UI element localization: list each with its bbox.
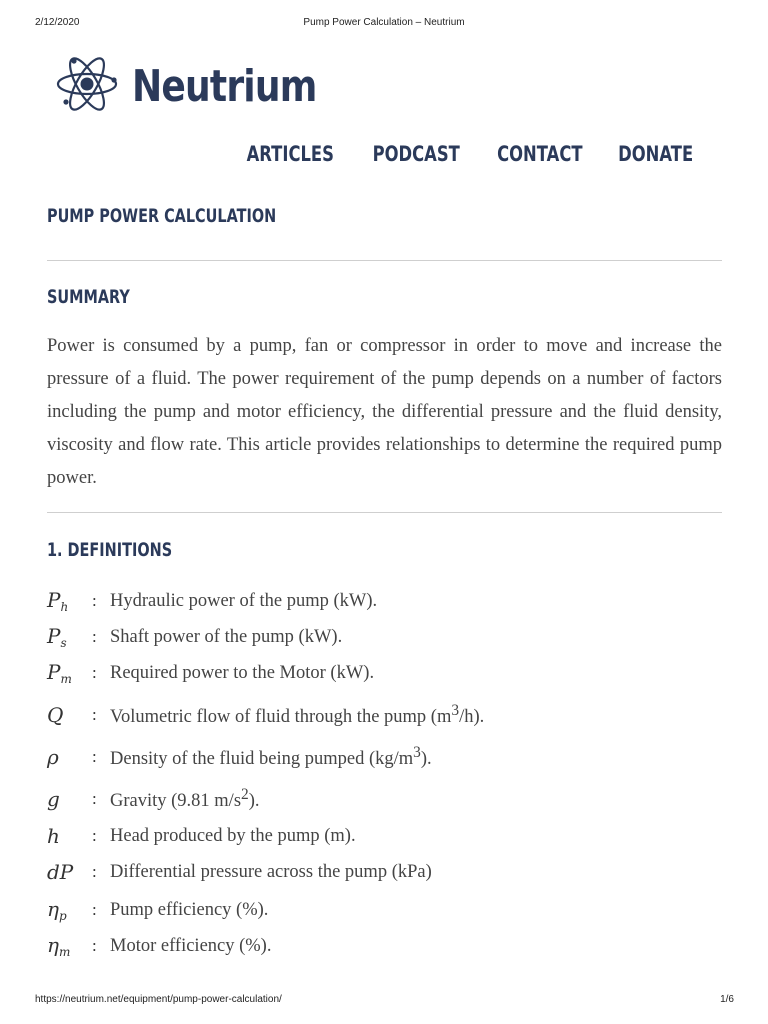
- definition-text: Differential pressure across the pump (kPa): [110, 861, 432, 882]
- nav-podcast[interactable]: PODCAST: [372, 142, 460, 166]
- atom-icon: [56, 53, 118, 120]
- print-title: Pump Power Calculation – Neutrium: [303, 17, 465, 28]
- definition-item: g : Gravity (9.81 $m/s^2$).: [47, 785, 260, 812]
- definition-text: Motor efficiency (%).: [110, 935, 272, 956]
- definition-item: dP : Differential pressure across the pump (kPa): [47, 860, 432, 884]
- summary-heading: SUMMARY: [47, 286, 130, 308]
- definition-text: Pump efficiency (%).: [110, 899, 269, 920]
- definition-item: $P_s$ : Shaft power of the pump (kW).: [47, 624, 343, 650]
- definition-symbol: $P_h$: [47, 588, 69, 614]
- definition-text: Hydraulic power of the pump (kW).: [110, 590, 378, 611]
- definition-symbol: dP: [47, 860, 74, 884]
- nav-contact[interactable]: CONTACT: [497, 142, 583, 166]
- definition-symbol: $\eta_m$: [47, 933, 71, 959]
- definition-text: Density of the fluid being pumped $(kg/m^3)$.: [110, 743, 432, 770]
- definition-symbol: Q: [47, 703, 64, 727]
- definition-item: $\eta_p$ : Pump efficiency (%).: [47, 897, 269, 923]
- definition-item: Q : Volumetric flow of fluid through the pump $(m^3/h)$.: [47, 701, 485, 728]
- definition-item: ρ : Density of the fluid being pumped $(kg/m^3)$.: [47, 743, 432, 770]
- main-nav: [232, 142, 693, 166]
- definition-item: $P_m$ : Required power to the Motor (kW).: [47, 660, 375, 686]
- definition-text: Gravity (9.81 $m/s^2$).: [110, 785, 260, 812]
- brand-name: Neutrium: [132, 60, 317, 112]
- print-header: [0, 17, 768, 31]
- definition-item: $\eta_m$ : Motor efficiency (%).: [47, 933, 272, 959]
- definition-text: Head produced by the pump (m).: [110, 825, 356, 846]
- definition-symbol: g: [47, 787, 60, 811]
- print-url: https://neutrium.net/equipment/pump-power-calculation/: [35, 994, 282, 1005]
- summary-text: Power is consumed by a pump, fan or compressor in order to move and increase the pressure of a fluid. The power requirement of the pump depends on a number of factors including the pump and motor efficiency, the differential pressure and the fluid density, viscosity and flow rate. This article provides relationships to determine the required pump power.: [47, 336, 722, 488]
- definition-text: Shaft power of the pump (kW).: [110, 626, 343, 647]
- nav-articles[interactable]: ARTICLES: [246, 142, 334, 166]
- print-footer: [0, 994, 768, 1008]
- definition-item: h : Head produced by the pump (m).: [47, 824, 356, 848]
- definition-symbol: h: [47, 824, 60, 848]
- definition-text: Required power to the Motor (kW).: [110, 662, 375, 683]
- definition-symbol: ρ: [47, 745, 59, 769]
- print-date: 2/12/2020: [35, 17, 80, 28]
- page-title: PUMP POWER CALCULATION: [47, 205, 277, 227]
- definition-text: Volumetric flow of fluid through the pump $(m^3/h)$.: [110, 701, 485, 728]
- definition-symbol: $\eta_p$: [47, 897, 67, 923]
- definition-item: $P_h$ : Hydraulic power of the pump (kW).: [47, 588, 378, 614]
- definition-symbol: $P_s$: [47, 624, 67, 650]
- site-logo[interactable]: [56, 56, 357, 116]
- divider: [47, 512, 722, 513]
- definitions-heading: 1. DEFINITIONS: [47, 539, 173, 561]
- definition-symbol: $P_m$: [47, 660, 72, 686]
- divider: [47, 260, 722, 261]
- nav-donate[interactable]: DONATE: [617, 142, 693, 166]
- page-number: 1/6: [720, 994, 734, 1005]
